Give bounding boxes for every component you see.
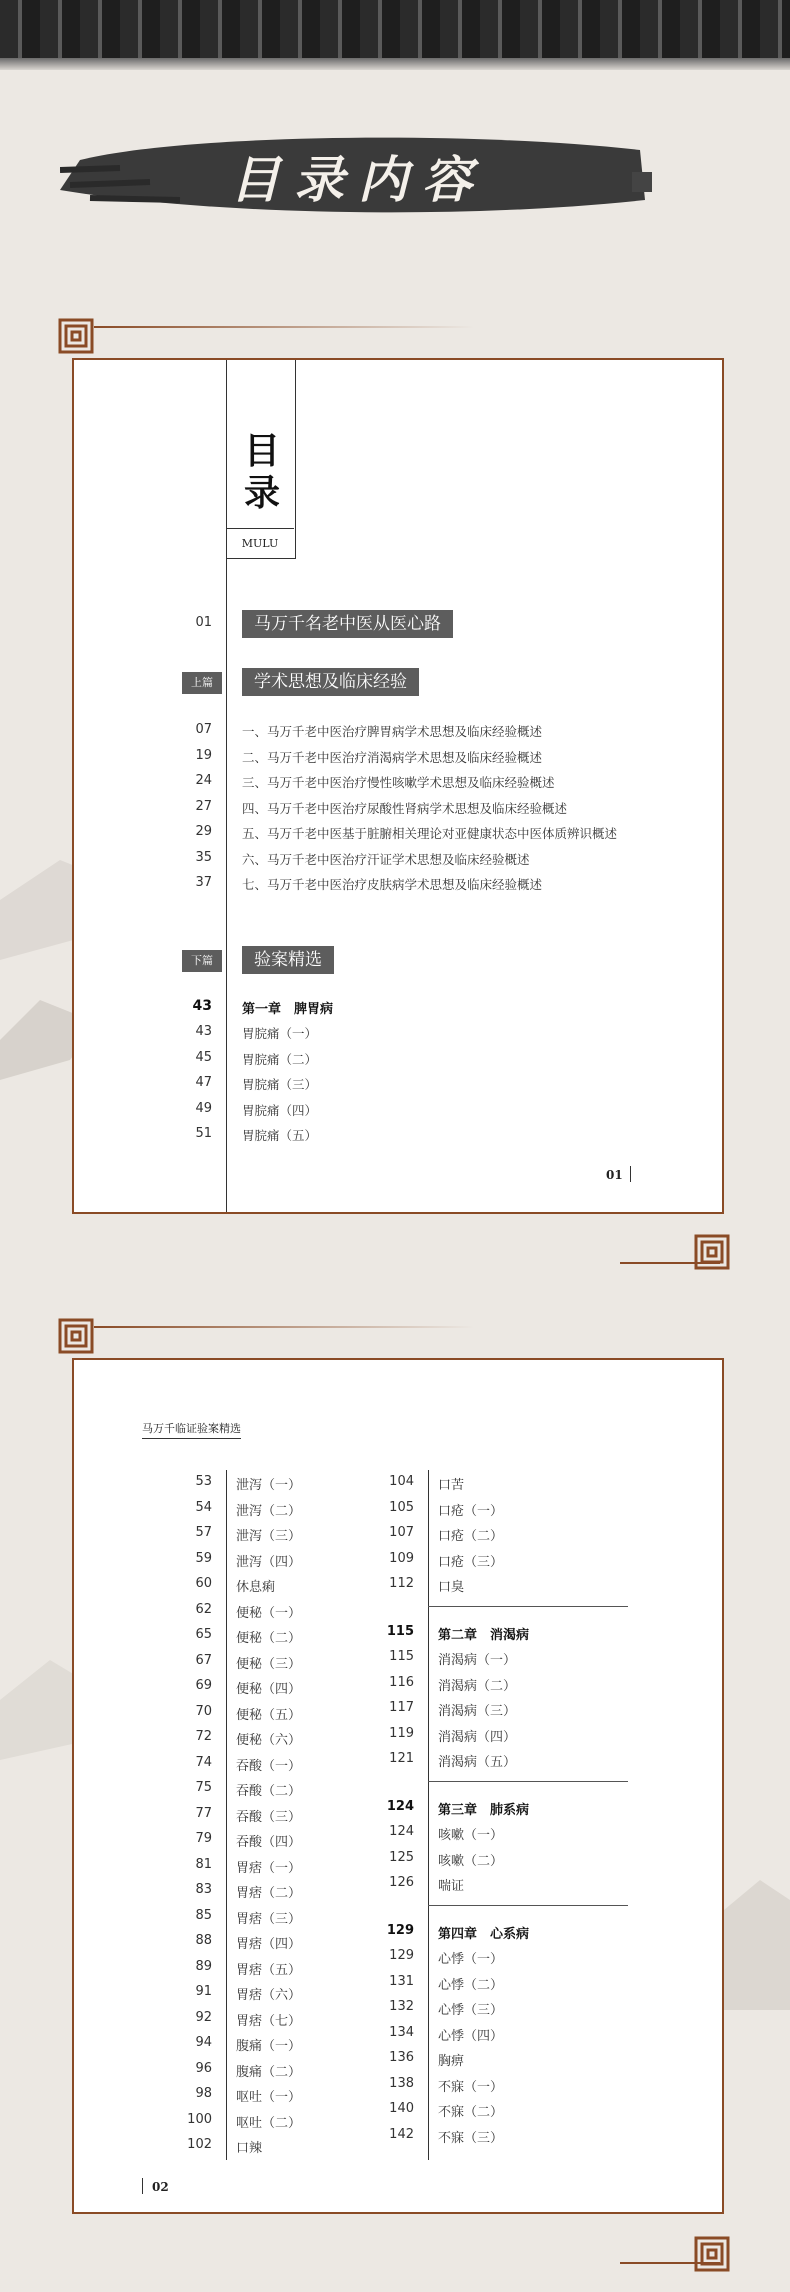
section-divider — [428, 1606, 628, 1607]
entry-page-num: 121 — [389, 1751, 414, 1766]
toc-page-1 — [72, 358, 724, 1214]
entry-page-num: 102 — [187, 2137, 212, 2152]
entry-page-num: 132 — [389, 1999, 414, 2014]
entry-page-num: 70 — [195, 1703, 212, 1719]
part1-label[interactable]: 学术思想及临床经验 — [242, 668, 419, 696]
frame-accent — [94, 326, 474, 328]
toc-entry[interactable]: 吞酸（三） — [236, 1809, 302, 1825]
entry-page-num: 65 — [195, 1627, 212, 1642]
entry-page-num: 109 — [389, 1550, 414, 1566]
entry-page-num: 59 — [195, 1550, 212, 1566]
entry-page-num: 98 — [195, 2086, 212, 2101]
entry-page-num: 54 — [195, 1499, 212, 1515]
part2-label[interactable]: 验案精选 — [242, 946, 334, 974]
corner-knot-icon — [58, 318, 94, 354]
entry-page-num: 51 — [195, 1126, 212, 1141]
toc-entry[interactable]: 喘证 — [438, 1879, 465, 1894]
entry-page-num: 47 — [195, 1075, 212, 1090]
chapter-page-num: 129 — [386, 1922, 414, 1938]
entry-page-num: 91 — [195, 1984, 212, 1999]
entry-page-num: 116 — [389, 1674, 414, 1690]
part2-tag: 下篇 — [182, 950, 222, 972]
toc-entry[interactable]: 泄泻（三） — [236, 1529, 302, 1544]
toc-entry[interactable]: 胸痹 — [438, 2054, 465, 2069]
toc-entry[interactable]: 消渴病（四） — [438, 1729, 517, 1745]
section-divider — [428, 1781, 628, 1782]
toc-entry[interactable]: 消渴病（三） — [438, 1704, 517, 1719]
toc-entry[interactable]: 口苦 — [438, 1478, 465, 1493]
intro-page-num: 01 — [195, 615, 212, 630]
toc-entry[interactable]: 便秘（五） — [236, 1707, 302, 1723]
intro-label[interactable]: 马万千名老中医从医心路 — [242, 610, 453, 638]
toc-entry[interactable]: 五、马万千老中医基于脏腑相关理论对亚健康状态中医体质辨识概述 — [242, 826, 618, 841]
toc-entry[interactable]: 休息痢 — [236, 1580, 276, 1595]
corner-knot-icon — [694, 1234, 730, 1270]
chapter-title[interactable]: 第二章 消渴病 — [438, 1627, 530, 1643]
entry-page-num: 105 — [389, 1499, 414, 1515]
toc-entry[interactable]: 胃脘痛（五） — [242, 1128, 318, 1143]
entry-page-num: 43 — [195, 1024, 212, 1039]
toc-entry[interactable]: 胃脘痛（二） — [242, 1051, 318, 1067]
toc-entry[interactable]: 胃痞（五） — [236, 1962, 302, 1978]
entry-page-num: 129 — [389, 1948, 414, 1963]
chapter-title[interactable]: 第三章 肺系病 — [438, 1802, 530, 1818]
toc-entry[interactable]: 口疮（二） — [438, 1529, 504, 1544]
entry-page-num: 125 — [389, 1849, 414, 1865]
toc-entry[interactable]: 六、马万千老中医治疗汗证学术思想及临床经验概述 — [242, 851, 530, 867]
toc-entry[interactable]: 便秘（三） — [236, 1656, 302, 1672]
banner-title: 目录内容 — [230, 150, 486, 209]
entry-page-num: 24 — [195, 773, 212, 788]
toc-entry[interactable]: 便秘（六） — [236, 1733, 302, 1748]
entry-page-num: 136 — [389, 2050, 414, 2065]
frame-accent — [94, 1326, 474, 1328]
corner-knot-icon — [58, 1318, 94, 1354]
toc-entry[interactable]: 七、马万千老中医治疗皮肤病学术思想及临床经验概述 — [242, 877, 543, 892]
entry-page-num: 140 — [389, 2101, 414, 2116]
entry-page-num: 89 — [195, 1958, 212, 1974]
entry-page-num: 142 — [389, 2126, 414, 2142]
seal-icon — [630, 170, 654, 194]
toc-entry[interactable]: 三、马万千老中医治疗慢性咳嗽学术思想及临床经验概述 — [242, 775, 555, 790]
entry-page-num: 134 — [389, 2024, 414, 2040]
entry-page-num: 60 — [195, 1576, 212, 1591]
page-number: 02 — [152, 2180, 169, 2194]
entry-page-num: 138 — [389, 2075, 414, 2091]
toc-entry[interactable]: 消渴病（二） — [438, 1678, 517, 1694]
part1-tag: 上篇 — [182, 672, 222, 694]
entry-page-num: 124 — [389, 1824, 414, 1839]
toc-entry[interactable]: 胃痞（一） — [236, 1860, 302, 1876]
entry-page-num: 37 — [195, 875, 212, 890]
entry-page-num: 119 — [389, 1725, 414, 1741]
running-header: 马万千临证验案精选 — [142, 1420, 241, 1439]
toc-entry[interactable]: 咳嗽（二） — [438, 1853, 504, 1869]
entry-page-num: 88 — [195, 1933, 212, 1948]
entry-page-num: 85 — [195, 1907, 212, 1923]
toc-entry[interactable]: 咳嗽（一） — [438, 1828, 504, 1843]
chapter-title[interactable]: 第四章 心系病 — [438, 1926, 530, 1942]
toc-entry[interactable]: 心悸（一） — [438, 1952, 504, 1967]
toc-entry[interactable]: 不寐（三） — [438, 2130, 504, 2146]
toc-entry[interactable]: 不寐（二） — [438, 2105, 504, 2120]
chapter1-page-num: 43 — [192, 998, 212, 1014]
entry-page-num: 92 — [195, 2009, 212, 2025]
entry-page-num: 79 — [195, 1831, 212, 1846]
entry-page-num: 35 — [195, 849, 212, 865]
entry-page-num: 74 — [195, 1754, 212, 1770]
vertical-rule — [226, 558, 227, 1212]
toc-entry[interactable]: 吞酸（四） — [236, 1835, 302, 1850]
entry-page-num: 115 — [389, 1649, 414, 1664]
entry-page-num: 131 — [389, 1973, 414, 1989]
toc-entry[interactable]: 胃痞（四） — [236, 1937, 302, 1952]
toc-entry[interactable]: 口辣 — [236, 2141, 263, 2156]
entry-page-num: 83 — [195, 1882, 212, 1897]
toc-page-2 — [72, 1358, 724, 2214]
entry-page-num: 07 — [195, 722, 212, 737]
entry-page-num: 100 — [187, 2111, 212, 2127]
entry-page-num: 72 — [195, 1729, 212, 1744]
chapter-page-num: 115 — [386, 1623, 414, 1639]
toc-entry[interactable]: 一、马万千老中医治疗脾胃病学术思想及临床经验概述 — [242, 724, 543, 739]
toc-entry[interactable]: 腹痛（一） — [236, 2039, 302, 2054]
toc-entry[interactable]: 泄泻（四） — [236, 1554, 302, 1570]
chapter-page-num: 124 — [386, 1798, 414, 1814]
corner-knot-icon — [694, 2236, 730, 2272]
entry-page-num: 53 — [195, 1474, 212, 1489]
section-divider — [428, 1905, 628, 1906]
toc-entry[interactable]: 吞酸（二） — [236, 1784, 302, 1799]
page-number-rule — [630, 1166, 631, 1182]
toc-entry[interactable]: 二、马万千老中医治疗消渴病学术思想及临床经验概述 — [242, 749, 543, 765]
page-number-rule — [142, 2178, 143, 2194]
vertical-rule-left — [226, 1470, 227, 2160]
entry-page-num: 67 — [195, 1652, 212, 1668]
toc-entry[interactable]: 胃脘痛（一） — [242, 1026, 318, 1041]
toc-entry[interactable]: 心悸（三） — [438, 2003, 504, 2018]
toc-entry[interactable]: 四、马万千老中医治疗尿酸性肾病学术思想及临床经验概述 — [242, 800, 568, 816]
toc-entry[interactable]: 消渴病（五） — [438, 1755, 517, 1770]
entry-page-num: 75 — [195, 1780, 212, 1795]
toc-entry[interactable]: 吞酸（一） — [236, 1758, 302, 1774]
entry-page-num: 112 — [389, 1576, 414, 1591]
roof-tiles-decoration — [0, 0, 790, 62]
toc-entry[interactable]: 心悸（四） — [438, 2028, 504, 2044]
toc-entry[interactable]: 呕吐（二） — [236, 2115, 302, 2131]
entry-page-num: 77 — [195, 1805, 212, 1821]
entry-page-num: 45 — [195, 1049, 212, 1065]
toc-entry[interactable]: 胃痞（三） — [236, 1911, 302, 1927]
toc-entry[interactable]: 泄泻（一） — [236, 1478, 302, 1493]
toc-entry[interactable]: 胃脘痛（三） — [242, 1077, 318, 1092]
chapter1-title[interactable]: 第一章 脾胃病 — [242, 1002, 334, 1017]
mulu-subheading: MULU — [226, 528, 294, 559]
entry-page-num: 117 — [389, 1700, 414, 1715]
toc-entry[interactable]: 心悸（二） — [438, 1977, 504, 1993]
entry-page-num: 104 — [389, 1474, 414, 1489]
entry-page-num: 126 — [389, 1875, 414, 1890]
toc-entry[interactable]: 口疮（三） — [438, 1554, 504, 1570]
toc-entry[interactable]: 泄泻（二） — [236, 1503, 302, 1519]
entry-page-num: 29 — [195, 824, 212, 839]
page-number: 01 — [606, 1168, 623, 1182]
entry-page-num: 94 — [195, 2035, 212, 2050]
toc-entry[interactable]: 口疮（一） — [438, 1503, 504, 1519]
mulu-heading: 目录 — [243, 430, 280, 514]
entry-page-num: 19 — [195, 747, 212, 763]
entry-page-num: 27 — [195, 798, 212, 814]
entry-page-num: 49 — [195, 1100, 212, 1116]
toc-entry[interactable]: 胃痞（二） — [236, 1886, 302, 1901]
toc-entry[interactable]: 消渴病（一） — [438, 1653, 517, 1668]
entry-page-num: 57 — [195, 1525, 212, 1540]
toc-entry[interactable]: 腹痛（二） — [236, 2064, 302, 2080]
toc-entry[interactable]: 便秘（四） — [236, 1682, 302, 1697]
entry-page-num: 62 — [195, 1601, 212, 1617]
vertical-rule-right — [428, 1470, 429, 2160]
entry-page-num: 69 — [195, 1678, 212, 1693]
toc-entry[interactable]: 呕吐（一） — [236, 2090, 302, 2105]
toc-entry[interactable]: 胃脘痛（四） — [242, 1102, 318, 1118]
entry-page-num: 81 — [195, 1856, 212, 1872]
toc-entry[interactable]: 便秘（二） — [236, 1631, 302, 1646]
toc-entry[interactable]: 不寐（一） — [438, 2079, 504, 2095]
entry-page-num: 96 — [195, 2060, 212, 2076]
toc-entry[interactable]: 胃痞（七） — [236, 2013, 302, 2029]
toc-entry[interactable]: 口臭 — [438, 1580, 465, 1595]
toc-entry[interactable]: 便秘（一） — [236, 1605, 302, 1621]
entry-page-num: 107 — [389, 1525, 414, 1540]
toc-entry[interactable]: 胃痞（六） — [236, 1988, 302, 2003]
